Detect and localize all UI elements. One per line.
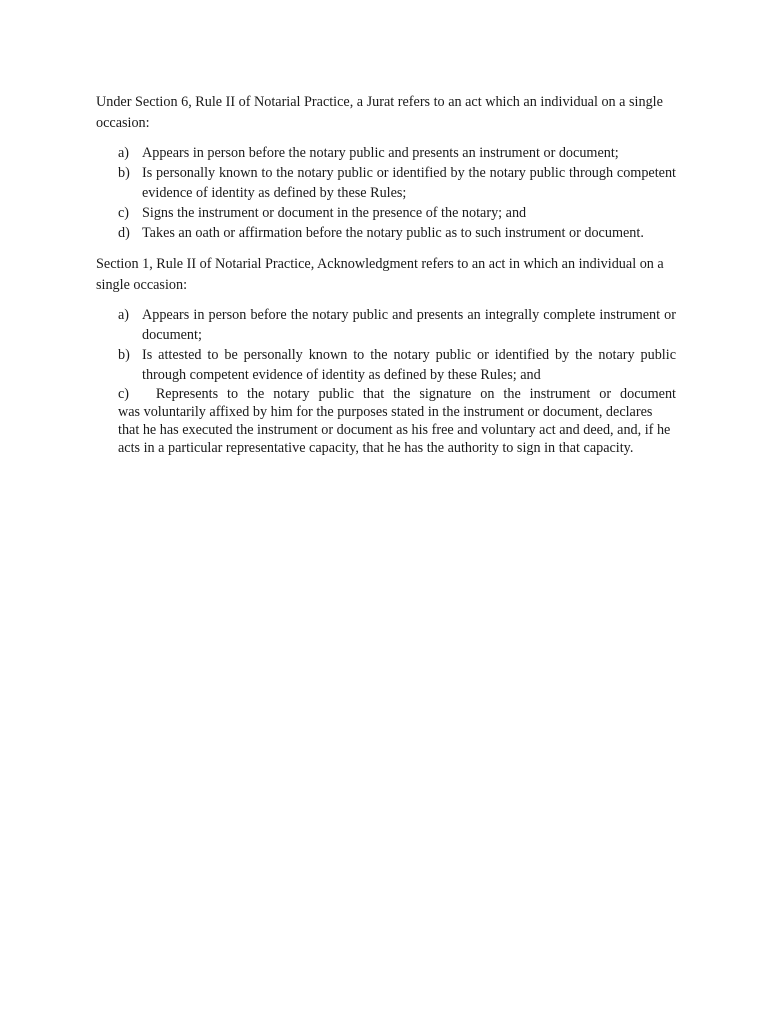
jurat-list (96, 143, 676, 243)
list-marker: c) (118, 205, 130, 221)
list-item-text: Is personally known to the notary public or identified by the notary public through competent evidence of identity as defined by these Rules; (142, 165, 676, 201)
list-marker: d) (118, 225, 130, 241)
list-marker: b) (118, 165, 130, 181)
list-item-text: Appears in person before the notary public and presents an instrument or document; (142, 145, 619, 161)
list-item (96, 163, 676, 203)
list-item-text: Is attested to be personally known to the notary public or identified by the notary public through competent evidence of identity as defined by these Rules; and (142, 347, 676, 383)
acknowledgment-list (96, 305, 676, 457)
list-item (96, 305, 676, 345)
list-item (96, 143, 676, 163)
list-item-text: Represents to the notary public that the signature on the instrument or document (155, 386, 676, 402)
list-item-text: Takes an oath or affirmation before the notary public as to such instrument or document. (142, 225, 644, 241)
list-marker: a) (118, 307, 130, 323)
list-item (96, 345, 676, 385)
list-item (96, 385, 676, 457)
list-item-first-line (118, 385, 676, 403)
jurat-intro: Under Section 6, Rule II of Notarial Practice, a Jurat refers to an act which an individual on a single occasion: (96, 94, 663, 131)
list-item-text: Signs the instrument or document in the presence of the notary; and (142, 205, 527, 221)
list-marker: c) (118, 386, 130, 402)
list-item-text: Appears in person before the notary public and presents an integrally complete instrument or document; (142, 307, 676, 343)
list-marker: b) (118, 347, 130, 363)
list-item (96, 223, 676, 243)
acknowledgment-intro: Section 1, Rule II of Notarial Practice, Acknowledgment refers to an act in which an individual on a single occasion: (96, 256, 664, 293)
document-body (96, 92, 676, 468)
list-marker: a) (118, 145, 130, 161)
list-item (96, 203, 676, 223)
list-item-continuation: was voluntarily affixed by him for the purposes stated in the instrument or document, declares that he has executed the instrument or document as his free and voluntary act and deed, and, if he acts in a particular representative capacity, that he has the authority to sign in that capacity. (118, 404, 671, 456)
